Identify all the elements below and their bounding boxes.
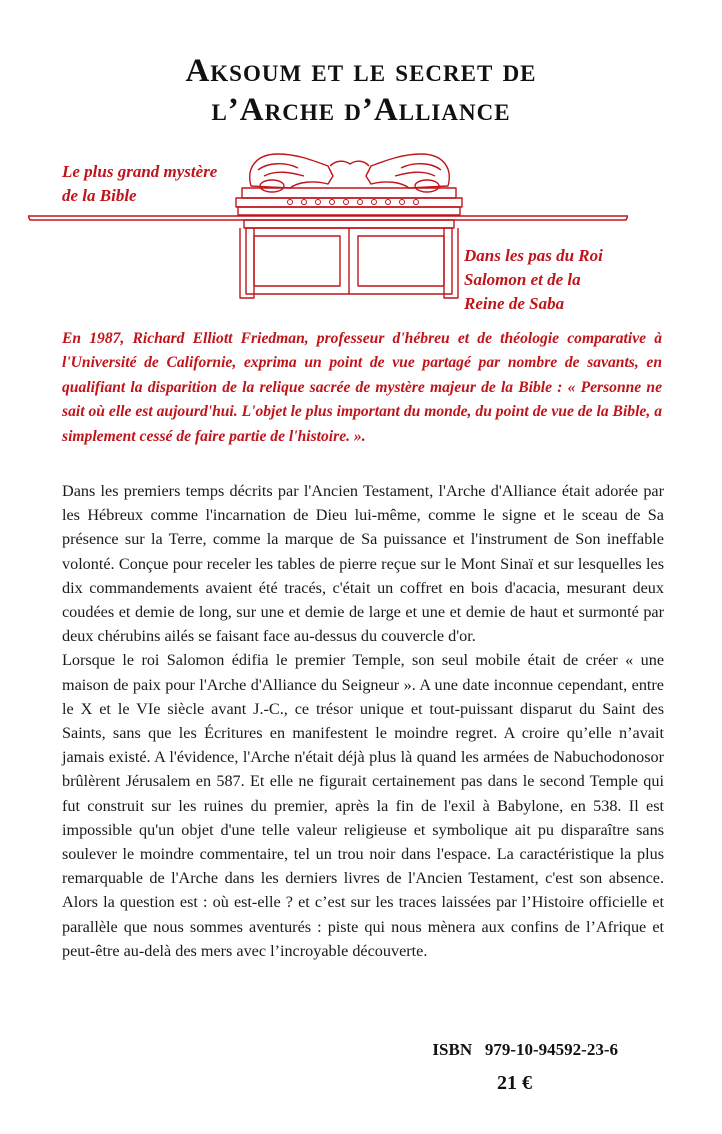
book-title-line-2: l’Arche d’Alliance bbox=[211, 92, 511, 128]
book-title-line-1: Aksoum et le secret de bbox=[185, 53, 537, 89]
tagline-left-line-1: Le plus grand mystère bbox=[62, 162, 218, 181]
body-paragraph-2: Lorsque le roi Salomon édifia le premier Temple, son seul mobile était de créer « une maison de paix pour l'Arche d'Alliance du Seigneur ». A une date inconnue cependant, entre le X et le VIe siècle avant J.-C., ce trésor unique et tout-puissant disparut du Saint des Saints, sans que les Écritures en manifestent le moindre regret. A croire qu’elle n’avait jamais existé. A l'évidence, l'Arche n'était déjà plus là quand les armées de Nabuchodonosor brûlèrent Jérusalem en 587. Et elle ne figurait certainement pas dans le second Temple qui fut construit sur les ruines du premier, après la fin de l'exil à Babylone, en 538. Il est impossible qu'un objet d'une telle valeur religieuse et symbolique ait pu disparaître sans soulever le moindre commentaire, tel un trou noir dans l'espace. La caractéristique la plus remarquable de l'Arche dans les derniers livres de l'Ancien Testament, c'est son absence. Alors la question est : où est-elle ? et c’est sur les traces laissées par l’Histoire officielle et parallèle que nous sommes aventurés : piste qui nous mènera aux confins de l’Afrique et peut-être au-delà des mers avec l’incroyable découverte. bbox=[62, 651, 664, 960]
isbn-number: ISBN 979-10-94592-23-6 bbox=[432, 1040, 618, 1059]
ark-lid bbox=[242, 188, 456, 198]
tagline-right-line-2: Salomon et de la bbox=[464, 270, 581, 289]
price: 21 € bbox=[497, 1072, 532, 1094]
body-paragraph-1: Dans les premiers temps décrits par l'Ancien Testament, l'Arche d'Alliance était adorée par les Hébreux comme l'incarnation de Dieu lui-même, comme le signe et le sceau de Sa présence sur la Terre, comme la marque de Sa puissance et l'instrument de Son ineffable volonté. Conçue pour receler les tables de pierre reçue sur le Mont Sinaï et sur lesquelles les dix commandements avaient été tracés, c'était un coffret en bois d'acacia, mesurant deux coudées et demie de long, sur une et demie de large et une et demie de haut et surmonté par deux chérubins ailés se faisant face au-dessus du couvercle d'or. bbox=[62, 482, 664, 646]
tagline-left-line-2: de la Bible bbox=[62, 186, 137, 205]
tagline-right-line-3: Reine de Saba bbox=[464, 294, 565, 313]
back-cover-text bbox=[62, 479, 664, 963]
tagline-right-line-1: Dans les pas du Roi bbox=[464, 246, 603, 265]
highlight-quote: En 1987, Richard Elliott Friedman, professeur d'hébreu et de théologie comparative à l'Université de Californie, exprima un point de vue partagé par nombre de savants, en qualifiant la disparition de la relique sacrée de mystère majeur de la Bible : « Personne ne sait où elle est aujourd'hui. L'objet le plus important du monde, du point de vue de la Bible, a simplement cessé de faire partie de l'histoire. ». bbox=[62, 330, 662, 445]
